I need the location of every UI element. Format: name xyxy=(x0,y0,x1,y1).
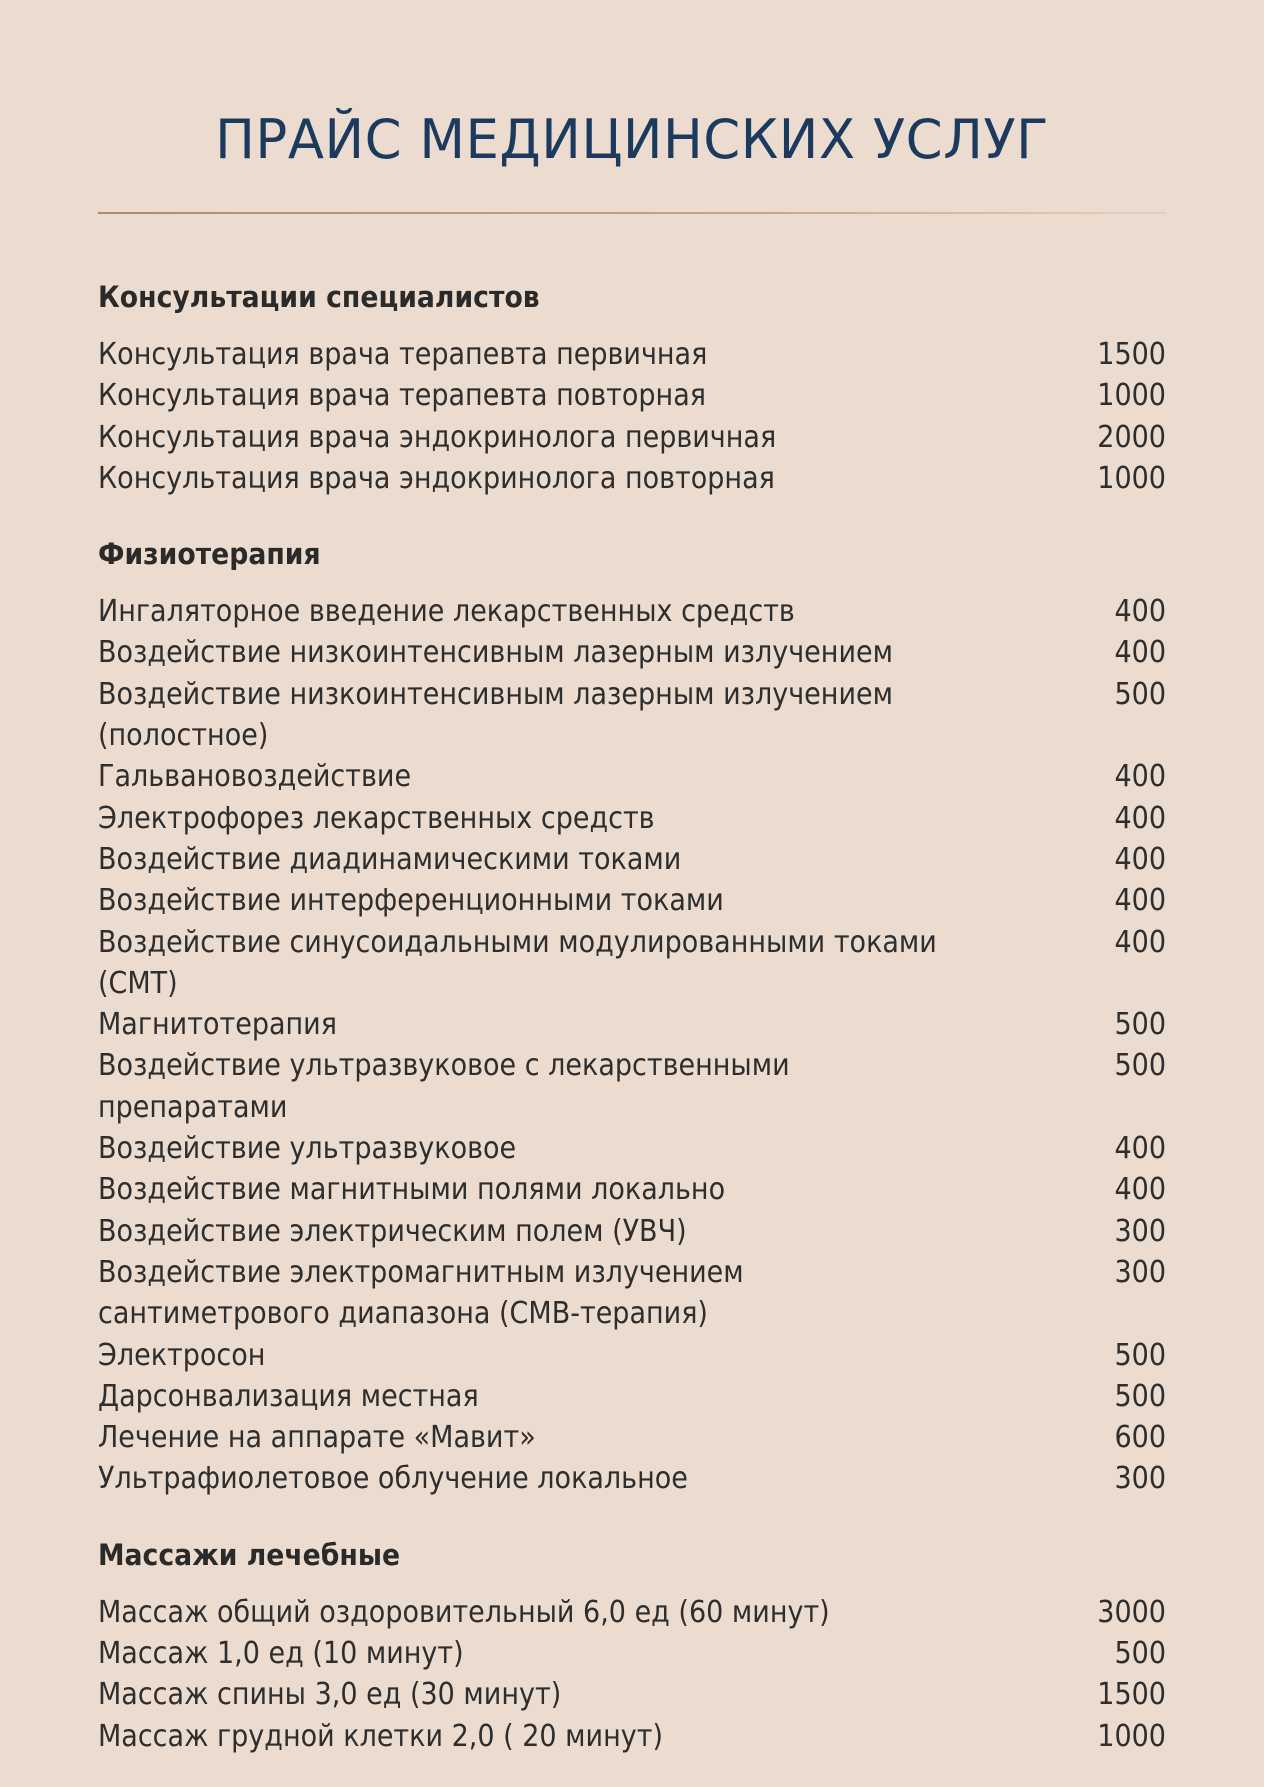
price-row xyxy=(98,1716,1166,1757)
service-name: Воздействие электрическим полем (УВЧ) xyxy=(98,1213,687,1249)
service-price: 400 xyxy=(1114,759,1166,795)
price-row xyxy=(98,1592,1166,1633)
service-name: Массаж спины 3,0 ед (30 минут) xyxy=(98,1677,562,1713)
price-row xyxy=(98,1169,1166,1210)
price-section xyxy=(98,1530,1166,1757)
service-name: Массаж общий оздоровительный 6,0 ед (60 минут) xyxy=(98,1594,830,1630)
service-name: Воздействие ультразвуковое xyxy=(98,1131,517,1167)
price-row xyxy=(98,591,1166,632)
price-row xyxy=(98,880,1166,921)
service-name: Массаж грудной клетки 2,0 ( 20 минут) xyxy=(98,1718,663,1754)
service-price: 1000 xyxy=(1097,1718,1166,1754)
service-name: Ультрафиолетовое облучение локальное xyxy=(98,1461,688,1497)
service-price: 500 xyxy=(1114,676,1166,712)
service-name: Консультация врача эндокринолога повторная xyxy=(98,460,775,496)
service-price: 1500 xyxy=(1097,1677,1166,1713)
service-price: 400 xyxy=(1114,800,1166,836)
price-row xyxy=(98,334,1166,375)
price-row xyxy=(98,1633,1166,1674)
service-name: Магнитотерапия xyxy=(98,1007,337,1043)
service-price: 500 xyxy=(1114,1636,1166,1672)
section-title: Физиотерапия xyxy=(98,537,321,572)
price-row xyxy=(98,458,1166,499)
page-title: ПРАЙС МЕДИЦИНСКИХ УСЛУГ xyxy=(215,108,1049,171)
service-name: Воздействие низкоинтенсивным лазерным излучением xyxy=(98,635,893,671)
service-name: Электросон xyxy=(98,1337,266,1373)
price-row xyxy=(98,1211,1166,1252)
service-price: 400 xyxy=(1114,594,1166,630)
price-row xyxy=(98,1335,1166,1376)
price-row xyxy=(98,839,1166,880)
price-row xyxy=(98,375,1166,416)
service-name: Гальвановоздействие xyxy=(98,759,412,795)
service-price: 1500 xyxy=(1097,337,1166,372)
service-price: 400 xyxy=(1114,883,1166,919)
service-name: Массаж 1,0 ед (10 минут) xyxy=(98,1636,464,1672)
price-row xyxy=(98,417,1166,458)
service-price: 3000 xyxy=(1097,1594,1166,1630)
service-price: 400 xyxy=(1114,1172,1166,1208)
price-row xyxy=(98,1458,1166,1499)
service-price: 400 xyxy=(1114,635,1166,671)
service-price: 400 xyxy=(1114,1131,1166,1167)
service-price: 600 xyxy=(1114,1420,1166,1456)
price-row xyxy=(98,1376,1166,1417)
price-row xyxy=(98,798,1166,839)
service-price: 300 xyxy=(1114,1254,1166,1290)
service-price: 2000 xyxy=(1097,419,1166,455)
service-price: 400 xyxy=(1114,924,1166,960)
price-row xyxy=(98,756,1166,797)
service-name: Воздействие интерференционными токами xyxy=(98,883,724,919)
service-price: 1000 xyxy=(1097,460,1166,496)
service-name: Ингаляторное введение лекарственных средств xyxy=(98,594,795,630)
service-price: 500 xyxy=(1114,1048,1166,1084)
service-price: 300 xyxy=(1114,1461,1166,1497)
service-name: Электрофорез лекарственных средств xyxy=(98,800,655,836)
service-price: 500 xyxy=(1114,1378,1166,1414)
service-price: 400 xyxy=(1114,841,1166,877)
price-row xyxy=(98,1417,1166,1458)
service-name: Дарсонвализация местная xyxy=(98,1378,479,1414)
service-price: 500 xyxy=(1114,1007,1166,1043)
price-row xyxy=(98,632,1166,673)
price-row xyxy=(98,1252,1166,1335)
price-section xyxy=(98,529,1166,1500)
price-row xyxy=(98,1045,1166,1128)
service-name: Воздействие электромагнитным излучением сантиметрового диапазона (СМВ-терапия) xyxy=(98,1254,744,1332)
price-row xyxy=(98,1674,1166,1715)
price-list-content xyxy=(98,272,1166,1787)
service-name: Консультация врача эндокринолога первичная xyxy=(98,419,777,455)
title-divider xyxy=(98,212,1166,214)
price-row xyxy=(98,674,1166,757)
section-title: Массажи лечебные xyxy=(98,1537,401,1572)
service-name: Воздействие низкоинтенсивным лазерным излучением (полостное) xyxy=(98,676,893,754)
price-row xyxy=(98,1004,1166,1045)
service-name: Лечение на аппарате «Мавит» xyxy=(98,1420,536,1456)
service-name: Воздействие магнитными полями локально xyxy=(98,1172,726,1208)
service-price: 300 xyxy=(1114,1213,1166,1249)
price-section xyxy=(98,272,1166,499)
service-name: Воздействие ультразвуковое с лекарственными препаратами xyxy=(98,1048,790,1125)
section-title: Консультации специалистов xyxy=(98,280,540,314)
service-name: Консультация врача терапевта первичная xyxy=(98,337,708,372)
price-row xyxy=(98,1128,1166,1169)
service-name: Воздействие синусоидальными модулированными токами (СМТ) xyxy=(98,924,937,1001)
price-row xyxy=(98,922,1166,1005)
service-price: 500 xyxy=(1114,1337,1166,1373)
service-price: 1000 xyxy=(1097,378,1166,414)
service-name: Консультация врача терапевта повторная xyxy=(98,378,707,414)
service-name: Воздействие диадинамическими токами xyxy=(98,841,682,877)
